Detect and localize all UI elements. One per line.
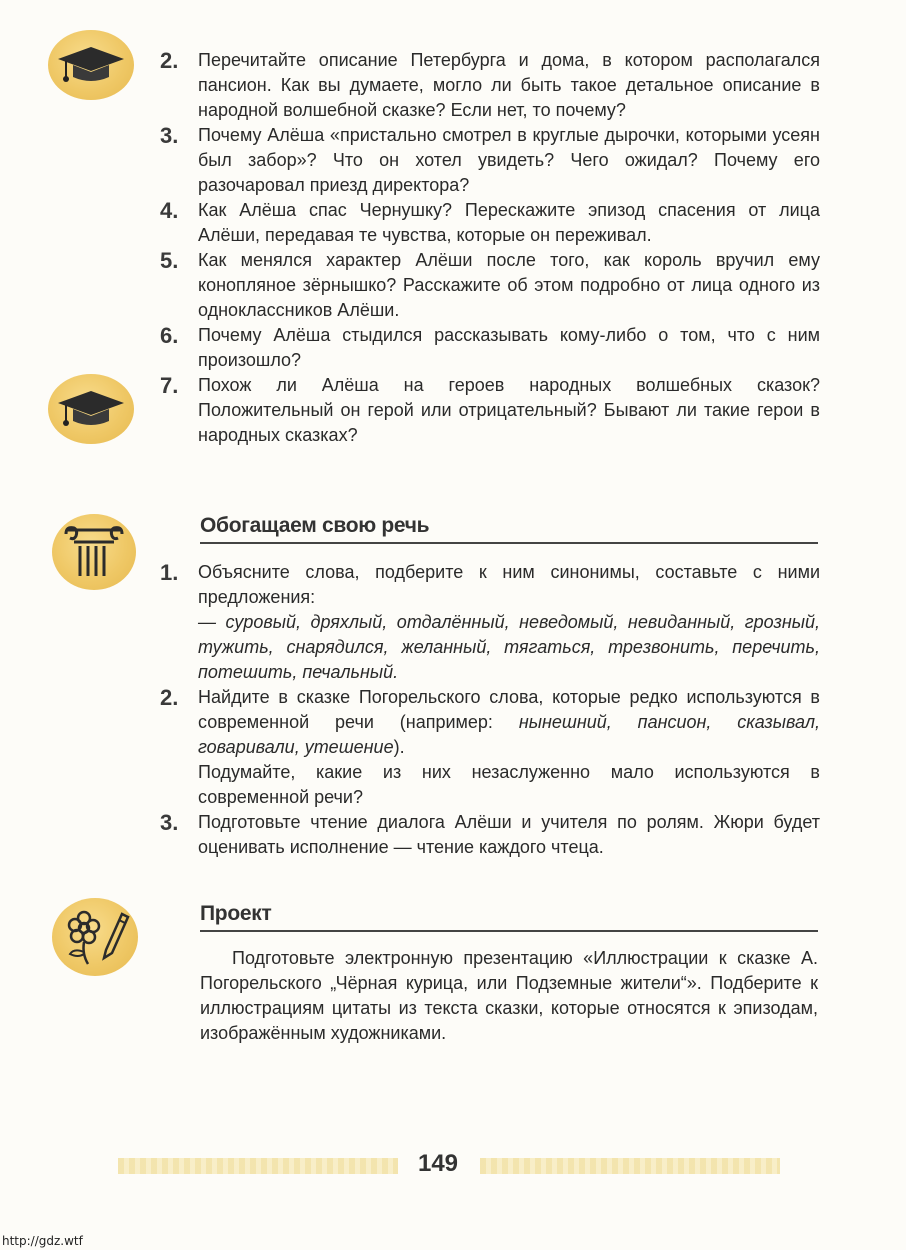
question-text: Перечитайте описание Петербурга и дома, в котором располагался пансион. Как вы думаете, могло ли быть такое детальное описание в народной волшебной сказке? Если нет, то почему?	[198, 50, 820, 120]
question-number: 3.	[160, 123, 179, 148]
questions-list	[160, 48, 820, 448]
page-number: 149	[417, 1150, 459, 1177]
task-close: ).	[393, 737, 405, 757]
list-item	[160, 560, 820, 685]
task-number: 1.	[160, 560, 179, 585]
question-text: Почему Алёша стыдился рассказывать кому-либо о том, что с ним произошло?	[198, 325, 820, 370]
task-number: 2.	[160, 685, 179, 710]
question-number: 6.	[160, 323, 179, 348]
task-text-block	[198, 685, 820, 760]
list-item	[160, 248, 820, 323]
watermark: http://gdz.wtf	[2, 1234, 83, 1248]
speech-tasks-list	[160, 560, 820, 860]
task-word-list: — суровый, дряхлый, отдалённый, неведомый, невиданный, грозный, тужить, снарядился, желанный, тягаться, трезвонить, перечить, потешить, печальный.	[198, 612, 820, 682]
graduation-cap-icon	[48, 30, 134, 100]
task-examples: нынешний, пансион, сказывал, говаривали, утешение	[198, 712, 820, 757]
list-item	[160, 198, 820, 248]
list-item	[160, 373, 820, 448]
section-heading-project: Проект	[200, 902, 818, 932]
graduation-cap-icon	[48, 374, 134, 444]
project-text: Подготовьте электронную презентацию «Иллюстрации к сказке А. Погорельского „Чёрная курица, или Подземные жители“». Подберите к иллюстрациям цитаты из текста сказки, которые относятся к эпизодам, изображённым художниками.	[200, 948, 818, 1043]
list-item	[160, 48, 820, 123]
list-item	[160, 810, 820, 860]
list-item	[160, 685, 820, 810]
footer-band-left	[118, 1158, 398, 1174]
question-number: 4.	[160, 198, 179, 223]
question-number: 7.	[160, 373, 179, 398]
question-text: Как Алёша спас Чернушку? Перескажите эпизод спасения от лица Алёши, передавая те чувства, которые он переживал.	[198, 200, 820, 245]
task-text-block	[198, 560, 820, 685]
question-number: 5.	[160, 248, 179, 273]
list-item	[160, 123, 820, 198]
question-text: Похож ли Алёша на героев народных волшебных сказок? Положительный он герой или отрицательный? Бывают ли такие герои в народных сказках?	[198, 375, 820, 445]
task-text: Объясните слова, подберите к ним синонимы, составьте с ними предложения:	[198, 562, 820, 607]
task-text: Найдите в сказке Погорельского слова, которые редко используются в современной речи (например:	[198, 687, 820, 732]
section-heading-speech: Обогащаем свою речь	[200, 514, 818, 544]
task-paragraph: Подумайте, какие из них незаслуженно мало используются в современной речи?	[198, 762, 820, 807]
question-text: Почему Алёша «пристально смотрел в круглые дырочки, которыми усеян был забор»? Что он хотел увидеть? Чего ожидал? Почему его разочаровал приезд директора?	[198, 125, 820, 195]
flower-pencil-icon	[52, 898, 138, 976]
task-number: 3.	[160, 810, 179, 835]
column-capital-icon	[52, 514, 136, 590]
question-number: 2.	[160, 48, 179, 73]
task-text: Подготовьте чтение диалога Алёши и учителя по ролям. Жюри будет оценивать исполнение — чтение каждого чтеца.	[198, 812, 820, 857]
question-text: Как менялся характер Алёши после того, как король вручил ему конопляное зёрнышко? Расскажите об этом подробно от лица одного из одноклассников Алёши.	[198, 250, 820, 320]
list-item	[160, 323, 820, 373]
footer-band-right	[480, 1158, 780, 1174]
